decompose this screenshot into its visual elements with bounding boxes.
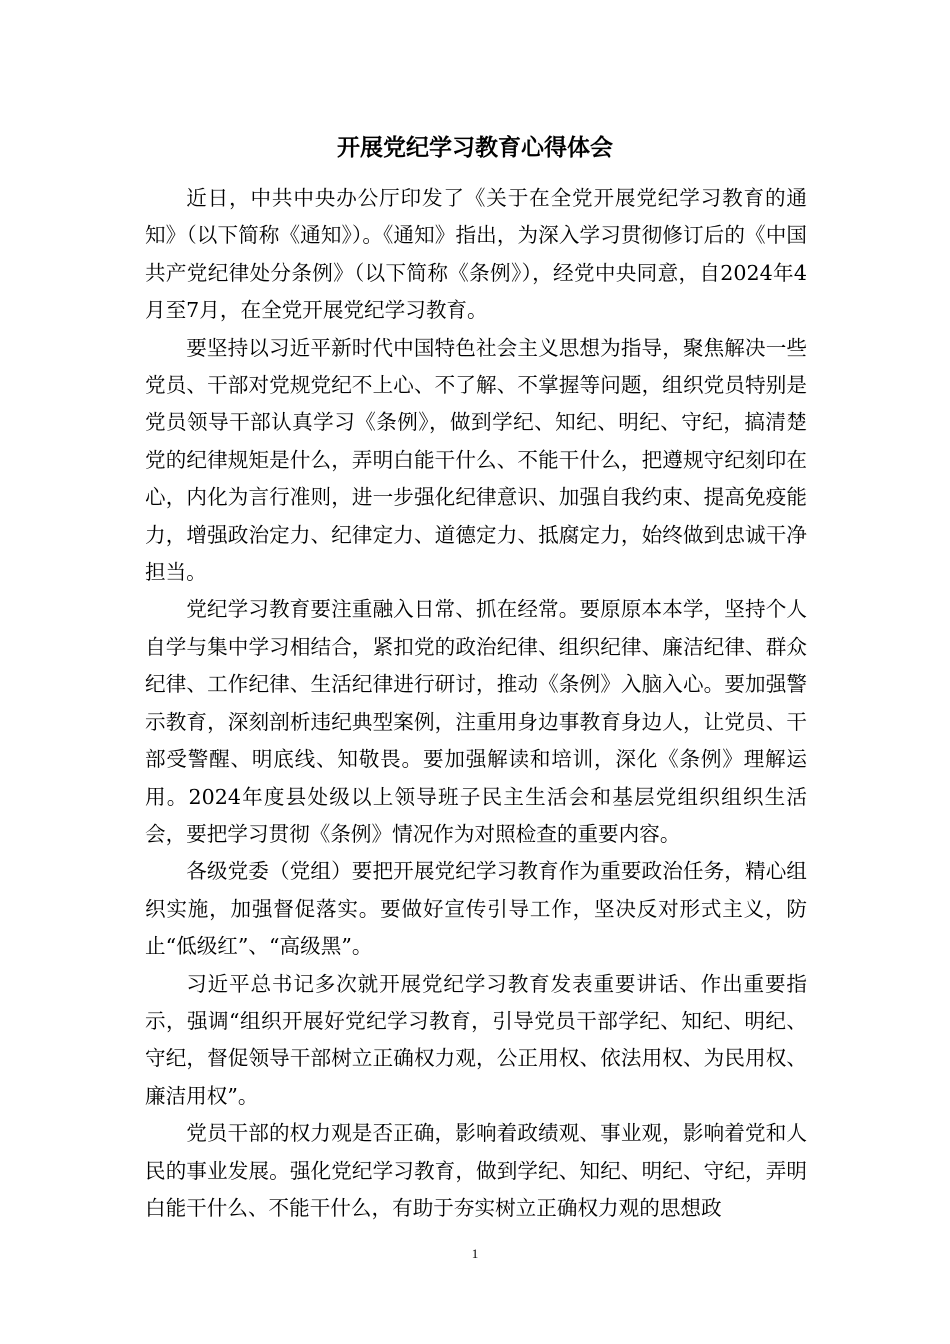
paragraph-4: 各级党委（党组）要把开展党纪学习教育作为重要政治任务，精心组织实施，加强督促落实。要做好宣传引导工作，坚决反对形式主义，防止“低级红”、“高级黑”。 <box>145 859 807 959</box>
document-title: 开展党纪学习教育心得体会 <box>337 134 613 161</box>
document-body <box>145 180 807 1227</box>
paragraph-3: 党纪学习教育要注重融入日常、抓在经常。要原原本本学，坚持个人自学与集中学习相结合，紧扣党的政治纪律、组织纪律、廉洁纪律、群众纪律、工作纪律、生活纪律进行研讨，推动《条例》入脑入心。要加强警示教育，深刻剖析违纪典型案例，注重用身边事教育身边人，让党员、干部受警醒、明底线、知敬畏。要加强解读和培训，深化《条例》理解运用。2024年度县处级以上领导班子民主生活会和基层党组织组织生活会，要把学习贯彻《条例》情况作为对照检查的重要内容。 <box>145 597 807 846</box>
paragraph-6: 党员干部的权力观是否正确，影响着政绩观、事业观，影响着党和人民的事业发展。强化党纪学习教育，做到学纪、知纪、明纪、守纪，弄明白能干什么、不能干什么，有助于夯实树立正确权力观的思想政 <box>145 1121 807 1220</box>
paragraph-2: 要坚持以习近平新时代中国特色社会主义思想为指导，聚焦解决一些党员、干部对党规党纪不上心、不了解、不掌握等问题，组织党员特别是党员领导干部认真学习《条例》，做到学纪、知纪、明纪、守纪，搞清楚党的纪律规矩是什么，弄明白能干什么、不能干什么，把遵规守纪刻印在心，内化为言行准则，进一步强化纪律意识、加强自我约束、提高免疫能力，增强政治定力、纪律定力、道德定力、抵腐定力，始终做到忠诚干净担当。 <box>145 335 807 585</box>
page-number: 1 <box>471 1246 479 1261</box>
paragraph-5: 习近平总书记多次就开展党纪学习教育发表重要讲话、作出重要指示，强调“组织开展好党纪学习教育，引导党员干部学纪、知纪、明纪、守纪，督促领导干部树立正确权力观，公正用权、依法用权、为民用权、廉洁用权”。 <box>145 971 807 1108</box>
paragraph-1: 近日，中共中央办公厅印发了《关于在全党开展党纪学习教育的通知》（以下简称《通知》）。《通知》指出，为深入学习贯彻修订后的《中国共产党纪律处分条例》（以下简称《条例》），经党中央同意，自2024年4月至7月，在全党开展党纪学习教育。 <box>145 186 807 323</box>
